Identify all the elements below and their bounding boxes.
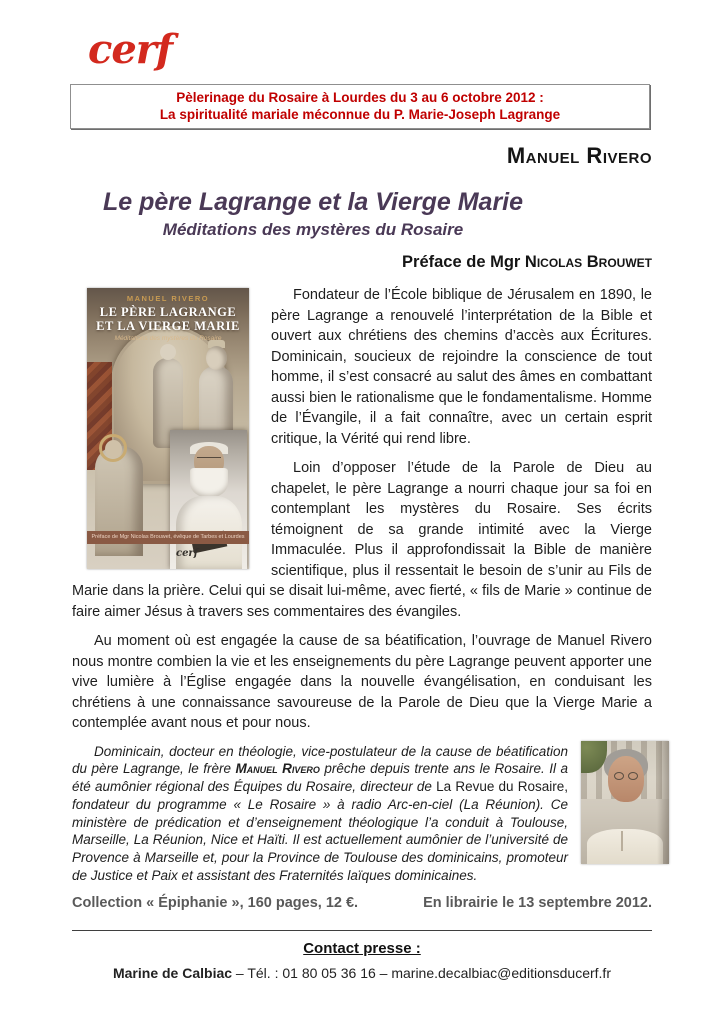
cover-title-line-1: LE PÈRE LAGRANGE [99,305,237,319]
preface-name: Nicolas Brouwet [524,253,652,271]
preface-line [0,252,652,272]
bio-part-3: fondateur du programme « Le Rosaire » à radio Arc-en-ciel (La Réunion). Ce ministère de prédication et d’enseignement théologique l’a conduit à Toulouse, Marseille, La Réunion, Nice et Haïti. Il est actuellement aumônier de l’université de Provence à Marseille et, pour la Province de Toulouse des dominicains, promoteur de Justice et Paix et assistant des Fraternités laïques dominicaines. [72,796,568,884]
author-photo [581,741,669,864]
contact-details-line [72,965,652,981]
book-title: Le père Lagrange et la Vierge Marie [102,188,524,216]
author-bio-section [72,743,652,885]
cover-lagrange-glasses [197,457,221,464]
photo-edge-shadow [657,741,669,864]
bio-part-1: Dominicain, docteur en théologie, vice-postulateur de la cause de béatification du père Lagrange, le frère [72,743,568,777]
cover-statue-dominic-head [105,440,122,458]
paragraph-2: Loin d’opposer l’étude de la Parole de Dieu au chapelet, le père Lagrange a nourri chaque jour sa foi en contemplant les mystères du Rosaire. Ses écrits témoignent de sa grande intimité avec la Vierge Immaculée. Plus il approfondissait la Bible de manière scientifique, plus il ressentait le besoin de s’unir au Fils de Marie dans la prière. Celui qui se disait lui-même, avec fierté, « fils de Marie » continue de faire aimer Jésus à travers ses commentaires des évangiles. [72,460,652,620]
contact-heading: Contact presse : [303,939,421,957]
photo-collar [621,831,623,851]
collection-info: Collection « Épiphanie », 160 pages, 12 €. [72,894,359,911]
cerf-publisher-logo: cerf [88,26,173,73]
paragraph-3: Au moment où est engagée la cause de sa béatification, l’ouvrage de Manuel Rivero nous montre combien la vie et les enseignements du père Lagrange peuvent apporter une vive lumière à l’Église engagée dans la nouvelle évangélisation, en conduisant les chrétiens à une connaissance savoureuse de la Parole de Dieu que la Vierge Marie a contemplée avant nous et pour nous. [72,633,652,731]
cover-statue-mary-head [206,346,227,370]
footer-divider-line [72,930,652,931]
title-block [70,188,556,240]
press-contact-section [72,940,652,981]
photo-face [608,756,644,802]
photo-glasses-right-lens [628,772,638,780]
main-content [72,285,652,981]
book-subtitle: Méditations des mystères du Rosaire [162,220,464,239]
cover-title-line-2: ET LA VIERGE MARIE [96,319,240,333]
banner-line-2: La spiritualité mariale méconnue du P. Marie-Joseph Lagrange [159,107,561,122]
cover-lagrange-beard [190,468,228,498]
cover-author-text: MANUEL RIVERO [126,294,210,303]
book-cover-image [87,288,249,569]
cover-subtitle-text: Méditations des mystères du Rosaire [114,335,222,342]
bio-part-2: prêche depuis trente ans le Rosaire. Il a été aumônier régional des Équipes du Rosaire, directeur de [72,761,568,795]
preface-prefix: Préface de Mgr [402,253,525,271]
author-bio-paragraph [72,743,652,885]
contact-person-name: Marine de Calbiac [112,964,233,981]
contact-phone-email: – Tél. : 01 80 05 36 16 – marine.decalbiac@editionsducerf.fr [232,964,611,981]
photo-glasses-left-lens [614,772,624,780]
author-byline: Manuel Rivero [506,143,652,168]
bio-author-name: Manuel Rivero [235,761,320,777]
event-banner-box [70,84,650,129]
banner-line-1: Pèlerinage du Rosaire à Lourdes du 3 au 6 octobre 2012 : [176,90,544,105]
bio-revue-title: La Revue du Rosaire, [436,779,569,795]
cover-preface-band: Préface de Mgr Nicolas Brouwet, évêque de Tarbes et Lourdes [87,531,249,544]
publication-meta-row [72,895,652,911]
photo-white-habit [587,829,663,864]
release-date: En librairie le 13 septembre 2012. [423,894,652,911]
paragraph-1: Fondateur de l’École biblique de Jérusalem en 1890, le père Lagrange a renouvelé l’interprétation de la Bible et ouvert aux chrétiens des chemins d’accès aux Écritures. Dominicain, soucieux de rejoindre la conscience de tout homme, il s’est consacré au salut des âmes en combattant aussi bien le rationalisme que le fondamentalisme. Homme de l’Évangile, il a fait connaître, avec un certain esprit critique, la Vérité qui rend libre. [271,287,652,447]
cover-statue-child-head [160,344,176,360]
cover-publisher-text: cerf [175,548,199,559]
